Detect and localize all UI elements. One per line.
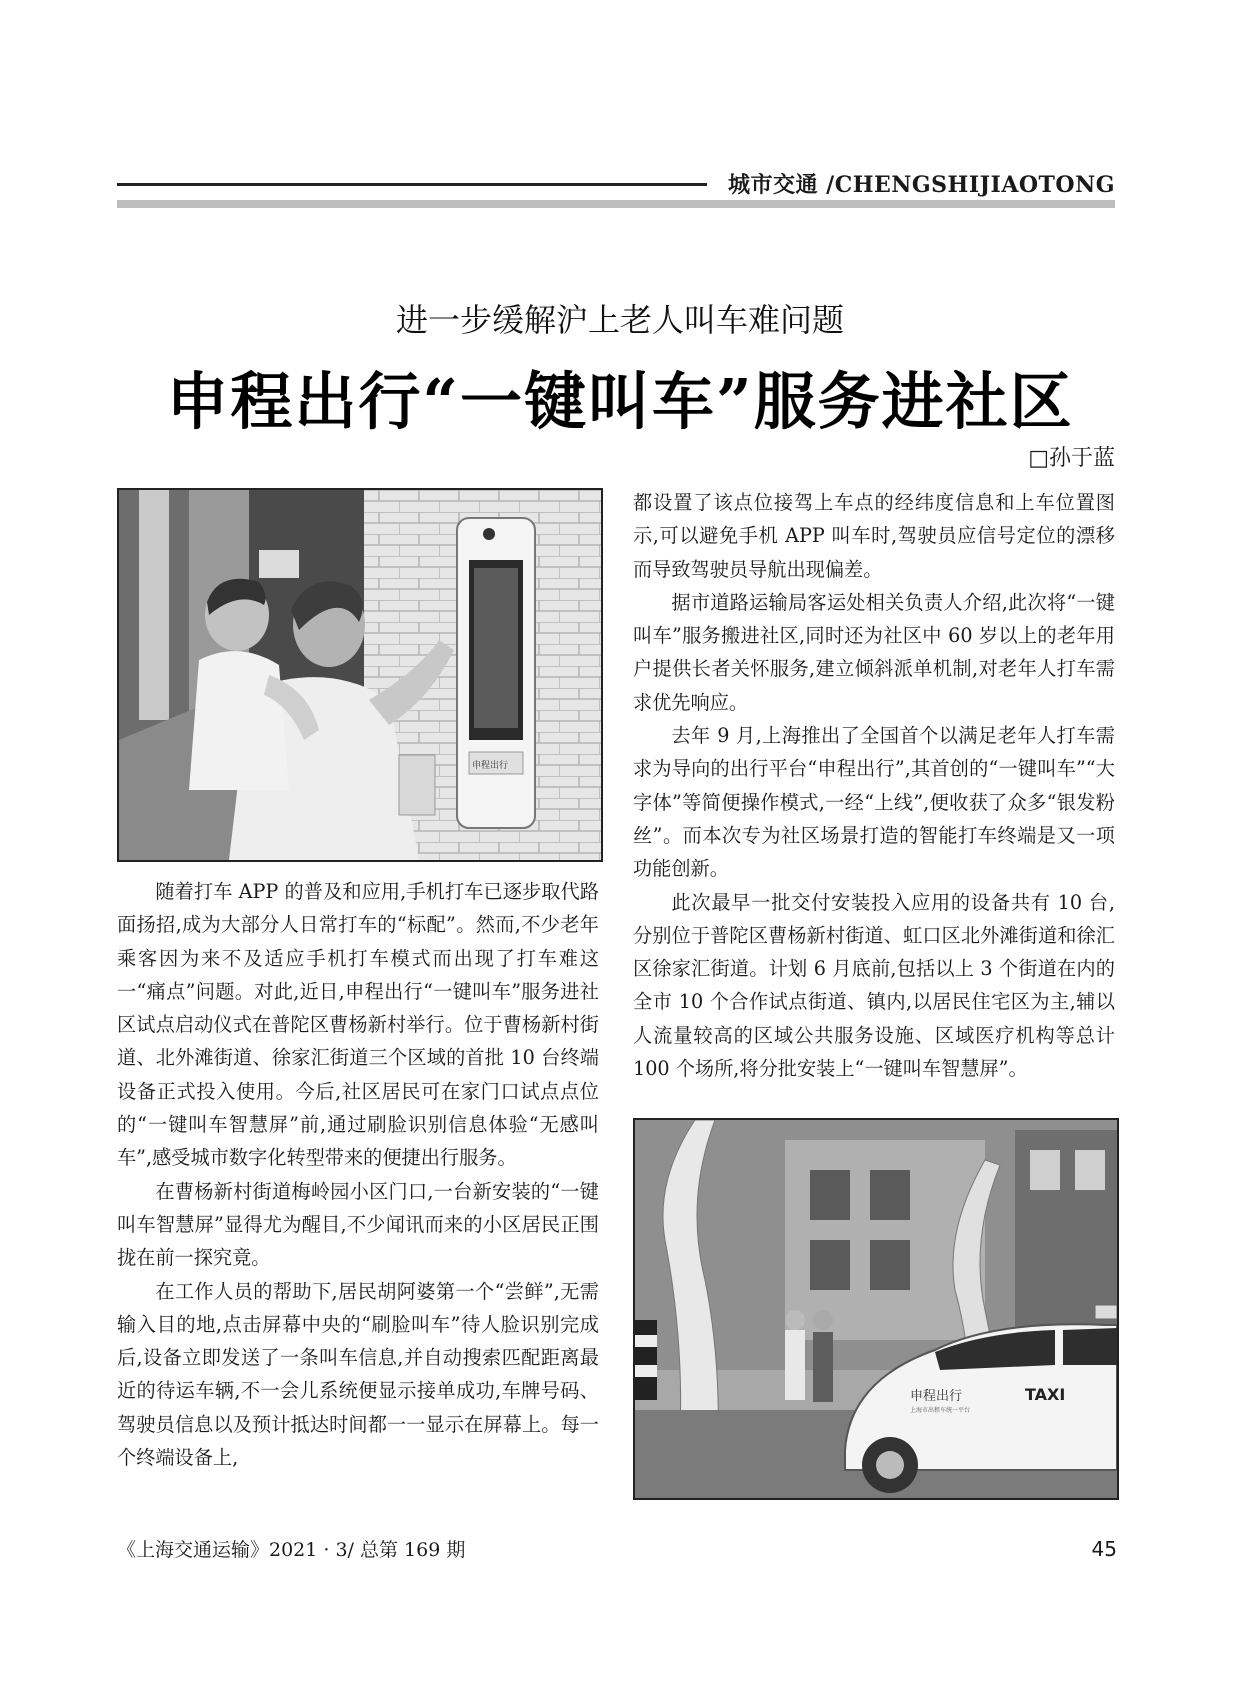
paragraph-continuation: 都设置了该点位接驾上车点的经纬度信息和上车位置图示,可以避免手机 APP 叫车时,驾驶员应信号定位的漂移而导致驾驶员导航出现偏差。	[633, 491, 1115, 581]
taxi-photo-illustration	[635, 1120, 1117, 1498]
page-number: 45	[1091, 1537, 1117, 1561]
article-body-left	[117, 875, 599, 1474]
kiosk-photo-illustration	[119, 490, 601, 860]
kiosk-screen-logo: 申程出行	[472, 761, 509, 771]
paragraph: 在曹杨新村街道梅岭园小区门口,一台新安装的“一键叫车智慧屏”显得尤为醒目,不少闻讯而来的小区居民正围拢在前一探究竟。	[117, 1179, 599, 1270]
article-title: 申程出行“一键叫车”服务进社区	[166, 365, 1074, 438]
paragraph: 去年 9 月,上海推出了全国首个以满足老年人打车需求为导向的出行平台“申程出行”,其首创的“一键叫车”“大字体”等简便操作模式,一经“上线”,便收获了众多“银发粉丝”。而本次专为社区场景打造的智能打车终端是又一项功能创新。	[633, 724, 1115, 881]
taxi-brand-small: 上海市出租车统一平台	[910, 1407, 971, 1414]
paragraph: 在工作人员的帮助下,居民胡阿婆第一个“尝鲜”,无需输入目的地,点击屏幕中央的“刷脸叫车”待人脸识别完成后,设备立即发送了一条叫车信息,并自动搜索匹配距离最近的待运车辆,不一会儿系统便显示接单成功,车牌号码、驾驶员信息以及预计抵达时间都一一显示在屏幕上。每一个终端设备上,	[117, 1279, 599, 1470]
paragraph: 据市道路运输局客运处相关负责人介绍,此次将“一键叫车”服务搬进社区,同时还为社区中 60 岁以上的老年用户提供长者关怀服务,建立倾斜派单机制,对老年人打车需求优先响应。	[633, 590, 1115, 714]
header-rule	[117, 183, 707, 186]
paragraph: 随着打车 APP 的普及和应用,手机打车已逐步取代路面扬招,成为大部分人日常打车的“标配”。然而,不少老年乘客因为来不及适应手机打车模式而出现了打车难这一“痛点”问题。对此,近日,申程出行“一键叫车”服务进社区试点启动仪式在普陀区曹杨新村举行。位于曹杨新村街道、北外滩街道、徐家汇街道三个区域的首批 10 台终端设备正式投入使用。今后,社区居民可在家门口试点点位的“一键叫车智慧屏”前,通过刷脸识别信息体验“无感叫车”,感受城市数字化转型带来的便捷出行服务。	[117, 880, 599, 1170]
kiosk-photo	[117, 488, 603, 862]
article-body-right	[633, 486, 1115, 1085]
section-label: 城市交通 /CHENGSHIJIAOTONG	[728, 172, 1115, 198]
taxi-photo	[633, 1118, 1119, 1500]
header-band	[117, 200, 1115, 208]
article-author: □孙于蓝	[1028, 446, 1115, 471]
taxi-sign: TAXI	[1025, 1385, 1066, 1404]
taxi-brand: 申程出行	[910, 1389, 963, 1404]
journal-footer: 《上海交通运输》2021 · 3/ 总第 169 期	[117, 1539, 466, 1561]
paragraph: 此次最早一批交付安装投入应用的设备共有 10 台,分别位于普陀区曹杨新村街道、虹口区北外滩街道和徐汇区徐家汇街道。计划 6 月底前,包括以上 3 个街道在内的全市 10 个合作试点街道、镇内,以居民住宅区为主,辅以人流量较高的区域公共服务设施、区域医疗机构等总计 100 个场所,将分批安装上“一键叫车智慧屏”。	[633, 890, 1115, 1081]
article-subtitle: 进一步缓解沪上老人叫车难问题	[395, 301, 844, 339]
